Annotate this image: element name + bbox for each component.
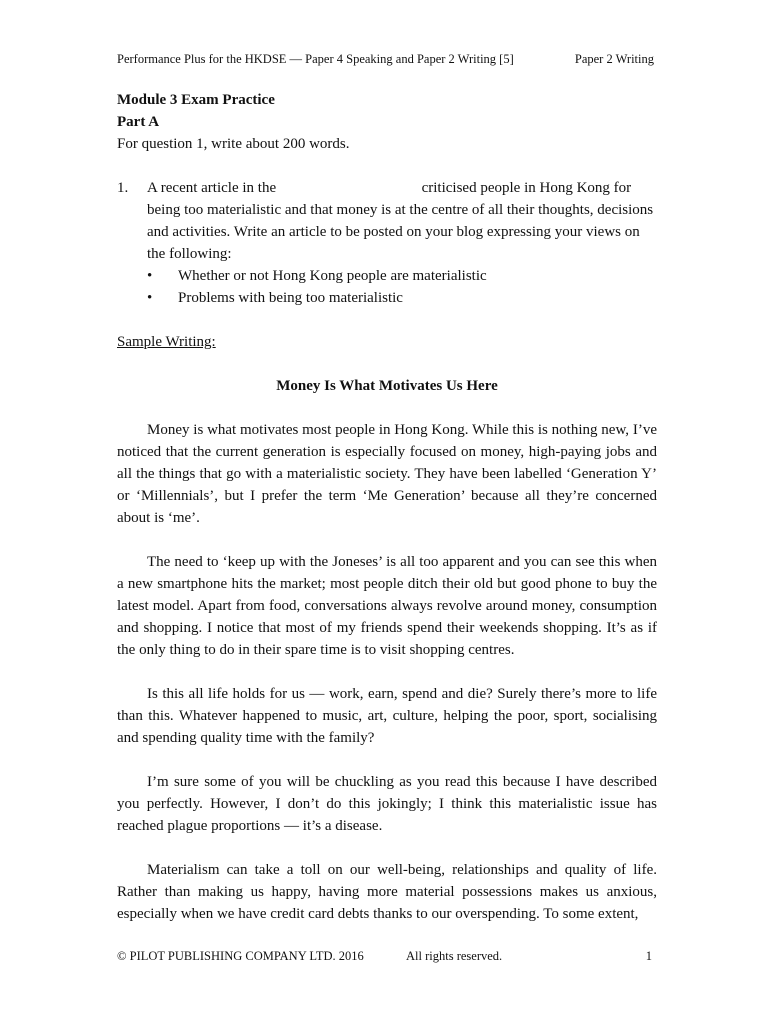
question-block — [117, 177, 657, 309]
instruction-text: For question 1, write about 200 words. — [117, 136, 350, 152]
list-item — [147, 265, 657, 287]
page-content — [117, 89, 657, 925]
section-name: Paper 2 Writing — [574, 52, 654, 66]
rights-notice: All rights reserved. — [406, 949, 503, 963]
question-bullets — [147, 265, 657, 309]
bullet-icon: • — [147, 290, 153, 306]
part-title: Part A — [117, 114, 160, 130]
essay-paragraph: Materialism can take a toll on our well-being, relationships and quality of life. Rather than making us happy, having more material possessions makes us anxious, especially when we have credit card debts thanks to our overspending. To some extent, — [117, 862, 657, 922]
sample-writing-label: Sample Writing: — [117, 334, 216, 350]
module-title: Module 3 Exam Practice — [117, 92, 275, 108]
prompt-start: A recent article in the — [147, 180, 280, 196]
essay-paragraph: I’m sure some of you will be chuckling as you read this because I have described you perfectly. However, I don’t do this jokingly; I think this materialistic issue has reached plague proportions — it’s a disease. — [117, 774, 657, 834]
question-number: 1. — [117, 180, 129, 196]
bullet-text: Whether or not Hong Kong people are materialistic — [178, 268, 487, 284]
bullet-text: Problems with being too materialistic — [178, 290, 403, 306]
copyright-notice: © PILOT PUBLISHING COMPANY LTD. 2016 — [117, 949, 364, 963]
essay-title: Money Is What Motivates Us Here — [276, 378, 498, 394]
list-item — [147, 287, 657, 309]
bullet-icon: • — [147, 268, 153, 284]
essay-paragraph: Is this all life holds for us — work, earn, spend and die? Surely there’s more to life than this. Whatever happened to music, art, culture, helping the poor, sport, socialising and spending quality time with the family? — [117, 686, 657, 746]
page-number: 1 — [645, 949, 652, 963]
essay-paragraph: Money is what motivates most people in Hong Kong. While this is nothing new, I’ve noticed that the current generation is especially focused on money, high-paying jobs and all the things that go with a materialistic society. They have been labelled ‘Generation Y’ or ‘Millennials’, but I prefer the term ‘Me Generation’ because all they’re concerned about is ‘me’. — [117, 422, 657, 526]
essay-paragraph: The need to ‘keep up with the Joneses’ is all too apparent and you can see this when a new smartphone hits the market; most people ditch their old but good phone to buy the latest model. Apart from food, conversations always revolve around money, consumption and shopping. I notice that most of my friends spend their weekends shopping. It’s as if the only thing to do in their spare time is to visit shopping centres. — [117, 554, 657, 658]
prompt-end: criticised people in Hong Kong for being too materialistic and that money is at the centre of all their thoughts, decisions and activities. Write an article to be posted on your blog expressing your views on the following: — [147, 180, 654, 262]
book-title: Performance Plus for the HKDSE — Paper 4 Speaking and Paper 2 Writing [5] — [117, 52, 514, 66]
question-prompt — [147, 177, 657, 265]
